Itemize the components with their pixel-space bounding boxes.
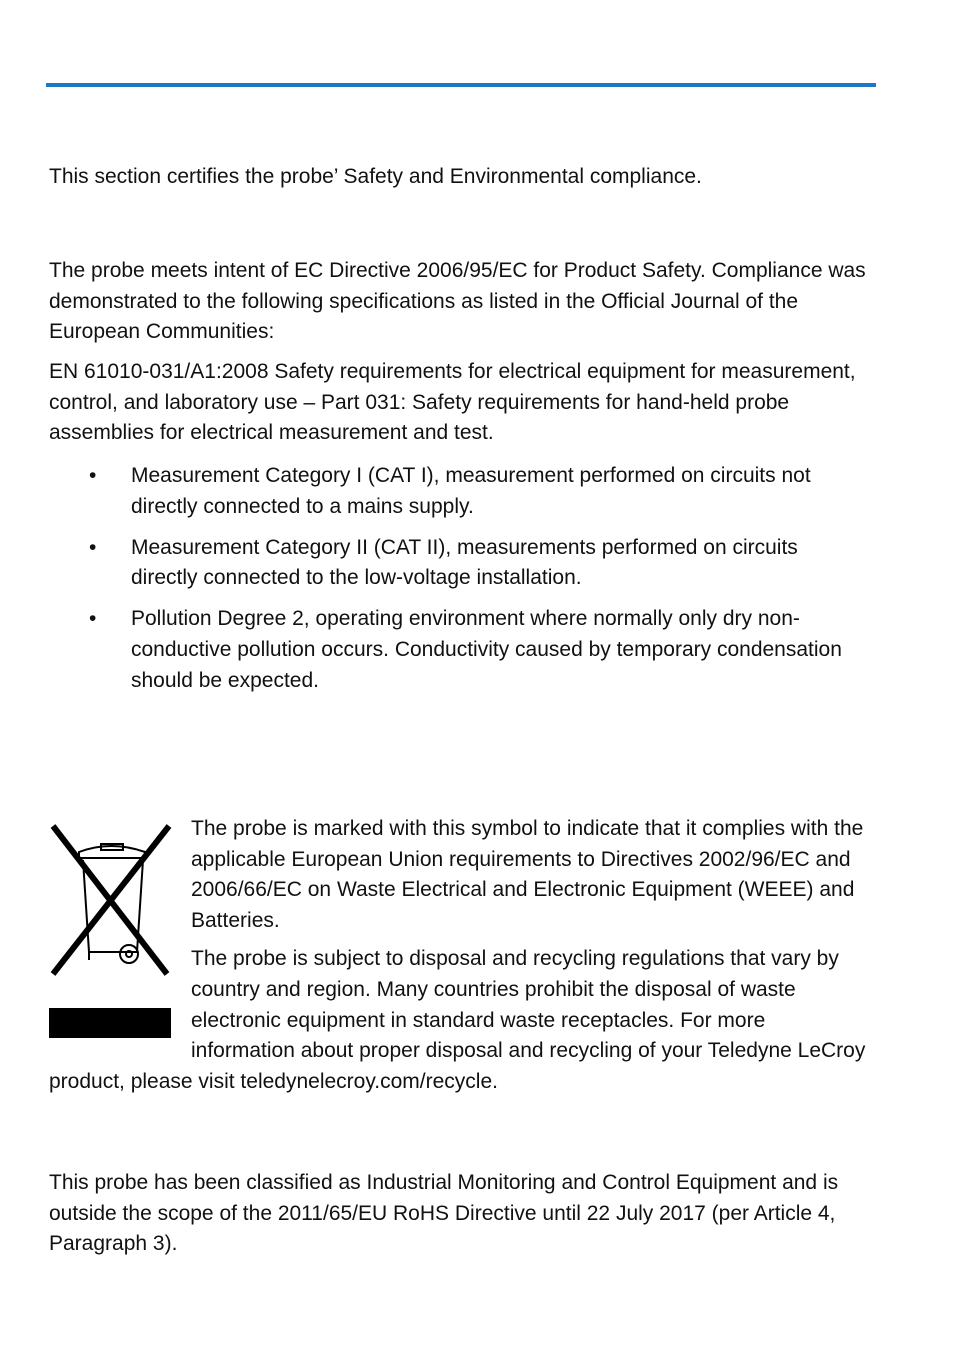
weee-paragraph-2: The probe is subject to disposal and recycling regulations that vary by country and region. Many countries prohibit the disposal of waste electronic equipment in standard waste receptacles. For more information about proper disposal and recycling of your Teledyne LeCroy product, please visit teledynelecroy.com/recycle. [49, 947, 866, 1093]
list-item [49, 604, 869, 696]
bullet-text: Measurement Category I (CAT I), measurement performed on circuits not directly connected to a mains supply. [131, 464, 811, 518]
safety-paragraph-2: EN 61010-031/A1:2008 Safety requirements for electrical equipment for measurement, control, and laboratory use – Part 031: Safety requirements for hand-held probe assemblies for electrical measurement and test. [49, 360, 856, 445]
crossed-out-wheelie-bin-icon [49, 822, 173, 982]
bullet-icon: • [89, 464, 97, 487]
weee-symbol [49, 814, 191, 1040]
header-rule [46, 83, 876, 87]
list-item [49, 461, 869, 522]
rohs-paragraph: This probe has been classified as Industrial Monitoring and Control Equipment and is outside the scope of the 2011/65/EU RoHS Directive until 22 July 2017 (per Article 4, Paragraph 3). [49, 1171, 839, 1256]
weee-section [49, 814, 869, 1105]
list-item [49, 533, 869, 594]
weee-black-bar [49, 1008, 171, 1038]
safety-paragraph-1: The probe meets intent of EC Directive 2006/95/EC for Product Safety. Compliance was demonstrated to the following specifications as listed in the Official Journal of the European Communities: [49, 259, 866, 344]
bullet-text: Measurement Category II (CAT II), measurements performed on circuits directly connected to the low-voltage installation. [131, 535, 798, 590]
bullet-text: Pollution Degree 2, operating environment where normally only dry non-conductive pollution occurs. Conductivity caused by temporary condensation should be expected. [131, 607, 842, 692]
bullet-icon: • [89, 607, 97, 631]
intro-text: This section certifies the probe’ Safety and Environmental compliance. [49, 165, 702, 188]
bullet-icon: • [89, 535, 97, 559]
weee-paragraph-1: The probe is marked with this symbol to indicate that it complies with the applicable European Union requirements to Directives 2002/96/EC and 2006/66/EC on Waste Electrical and Electronic Equipment (WEEE) and Batteries. [191, 817, 864, 932]
safety-bullet-list [49, 461, 869, 707]
